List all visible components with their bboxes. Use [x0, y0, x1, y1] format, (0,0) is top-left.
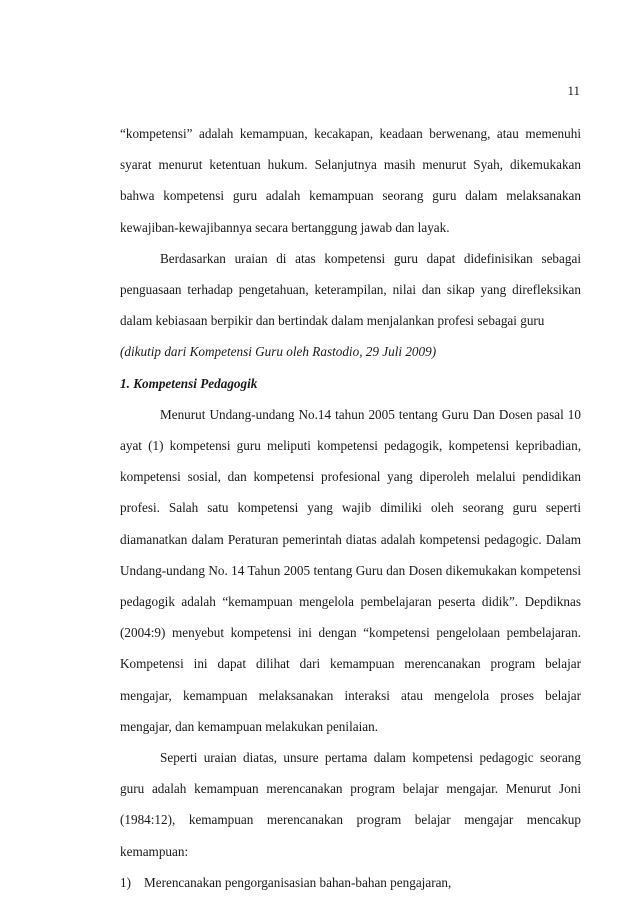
paragraph-law: Menurut Undang-undang No.14 tahun 2005 tentang Guru Dan Dosen pasal 10 ayat (1) kompetensi guru meliputi kompetensi pedagogik, kompetensi kepribadian, kompetensi sosial, dan kompetensi profesional yang diperoleh melalui pendidikan profesi. Salah satu kompetensi yang wajib dimiliki oleh seorang guru seperti diamanatkan dalam Peraturan pemerintah diatas adalah kompetensi pedagogic. Dalam Undang-undang No. 14 Tahun 2005 tentang Guru dan Dosen dikemukakan kompetensi pedagogik adalah “kemampuan mengelola pembelajaran peserta didik”. Depdiknas (2004:9) menyebut kompetensi ini dengan “kompetensi pengelolaan pembelajaran. Kompetensi ini dapat dilihat dari kemampuan merencanakan program belajar mengajar, kemampuan melaksanakan interaksi atau mengelola proses belajar mengajar, dan kemampuan melakukan penilaian.: [120, 406, 581, 734]
list-text: Merencanakan pengorganisasian bahan-bahan pengajaran,: [144, 874, 452, 890]
paragraph-definition: “kompetensi” adalah kemampuan, kecakapan, keadaan berwenang, atau memenuhi syarat menurut ketentuan hukum. Selanjutnya masih menurut Syah, dikemukakan bahwa kompetensi guru adalah kemampuan seorang guru dalam melaksanakan kewajiban-kewajibannya secara bertanggung jawab dan layak.: [120, 126, 581, 235]
page-number: 11: [567, 83, 580, 98]
paragraph-planning: Seperti uraian diatas, unsure pertama dalam kompetensi pedagogic seorang guru adalah kemampuan merencanakan program belajar mengajar. Menurut Joni (1984:12), kemampuan merencanakan program belajar mengajar mencakup kemampuan:: [120, 750, 581, 859]
list-number: 1): [120, 874, 131, 890]
citation: (dikutip dari Kompetensi Guru oleh Rastodio, 29 Juli 2009): [120, 344, 437, 360]
list-item: [120, 867, 581, 898]
section-heading: 1. Kompetensi Pedagogik: [120, 375, 258, 391]
paragraph-competence-summary: Berdasarkan uraian di atas kompetensi guru dapat didefinisikan sebagai penguasaan terhadap pengetahuan, keterampilan, nilai dan sikap yang direfleksikan dalam kebiasaan berpikir dan bertindak dalam menjalankan profesi sebagai guru: [120, 250, 581, 329]
document-body: [120, 118, 581, 898]
